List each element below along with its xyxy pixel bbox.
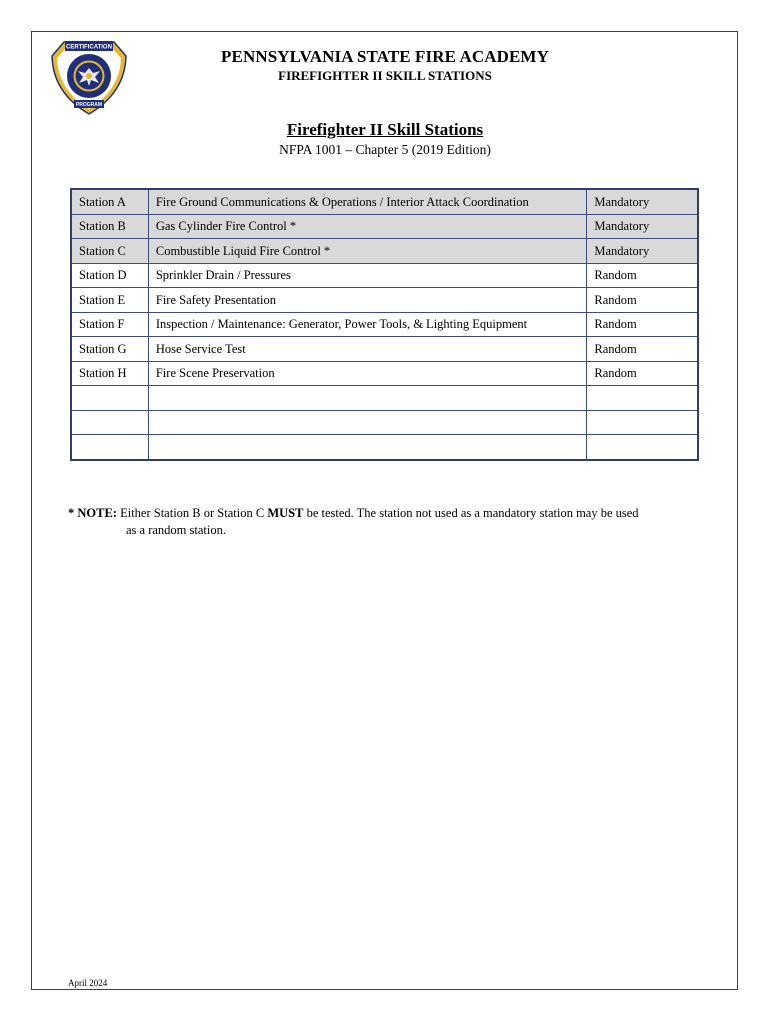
station-cell: Station B [71,214,148,239]
table-row-empty [71,386,698,411]
document-title-block [0,119,770,158]
station-cell: Station E [71,288,148,313]
stations-table-body [71,189,698,460]
table-row [71,189,698,214]
type-cell: Mandatory [587,239,698,264]
description-cell: Hose Service Test [148,337,587,362]
table-row [71,361,698,386]
table-row [71,288,698,313]
logo-top-text: CERTIFICATION [66,44,112,51]
description-cell [148,386,587,411]
station-cell: Station F [71,312,148,337]
table-row [71,263,698,288]
type-cell: Random [587,263,698,288]
table-row [71,312,698,337]
station-cell: Station A [71,189,148,214]
type-cell: Random [587,361,698,386]
description-cell [148,410,587,435]
description-cell: Sprinkler Drain / Pressures [148,263,587,288]
table-row [71,214,698,239]
station-cell: Station G [71,337,148,362]
note-line-1 [68,505,708,522]
station-cell [71,435,148,460]
description-cell [148,435,587,460]
station-cell: Station D [71,263,148,288]
description-cell: Fire Safety Presentation [148,288,587,313]
document-title: Firefighter II Skill Stations [286,120,484,139]
academy-title: PENNSYLVANIA STATE FIRE ACADEMY [221,47,549,66]
station-cell [71,386,148,411]
header-subtitle: FIREFIGHTER II SKILL STATIONS [278,68,492,83]
note-text-part2: be tested. The station not used as a mandatory station may be used [303,506,639,520]
table-row-empty [71,410,698,435]
document-subtitle: NFPA 1001 – Chapter 5 (2019 Edition) [279,142,491,157]
note-line-2: as a random station. [126,523,226,537]
note-emphasis: MUST [267,506,304,520]
table-row-empty [71,435,698,460]
page-header [140,47,630,85]
table-row [71,239,698,264]
station-cell [71,410,148,435]
footer-date: April 2024 [68,978,108,988]
type-cell: Random [587,337,698,362]
description-cell: Fire Ground Communications & Operations / Interior Attack Coordination [148,189,587,214]
description-cell: Combustible Liquid Fire Control * [148,239,587,264]
type-cell: Random [587,312,698,337]
note-label: * NOTE: [68,506,117,520]
note-text-part1: Either Station B or Station C [116,506,268,520]
description-cell: Inspection / Maintenance: Generator, Power Tools, & Lighting Equipment [148,312,587,337]
type-cell [587,386,698,411]
certification-program-logo [50,38,128,116]
type-cell: Mandatory [587,214,698,239]
station-cell: Station C [71,239,148,264]
type-cell: Mandatory [587,189,698,214]
stations-table [70,188,699,461]
description-cell: Gas Cylinder Fire Control * [148,214,587,239]
type-cell [587,410,698,435]
description-cell: Fire Scene Preservation [148,361,587,386]
type-cell [587,435,698,460]
logo-bottom-text: PROGRAM [75,102,103,109]
station-cell: Station H [71,361,148,386]
note-paragraph [68,505,708,539]
table-row [71,337,698,362]
type-cell: Random [587,288,698,313]
